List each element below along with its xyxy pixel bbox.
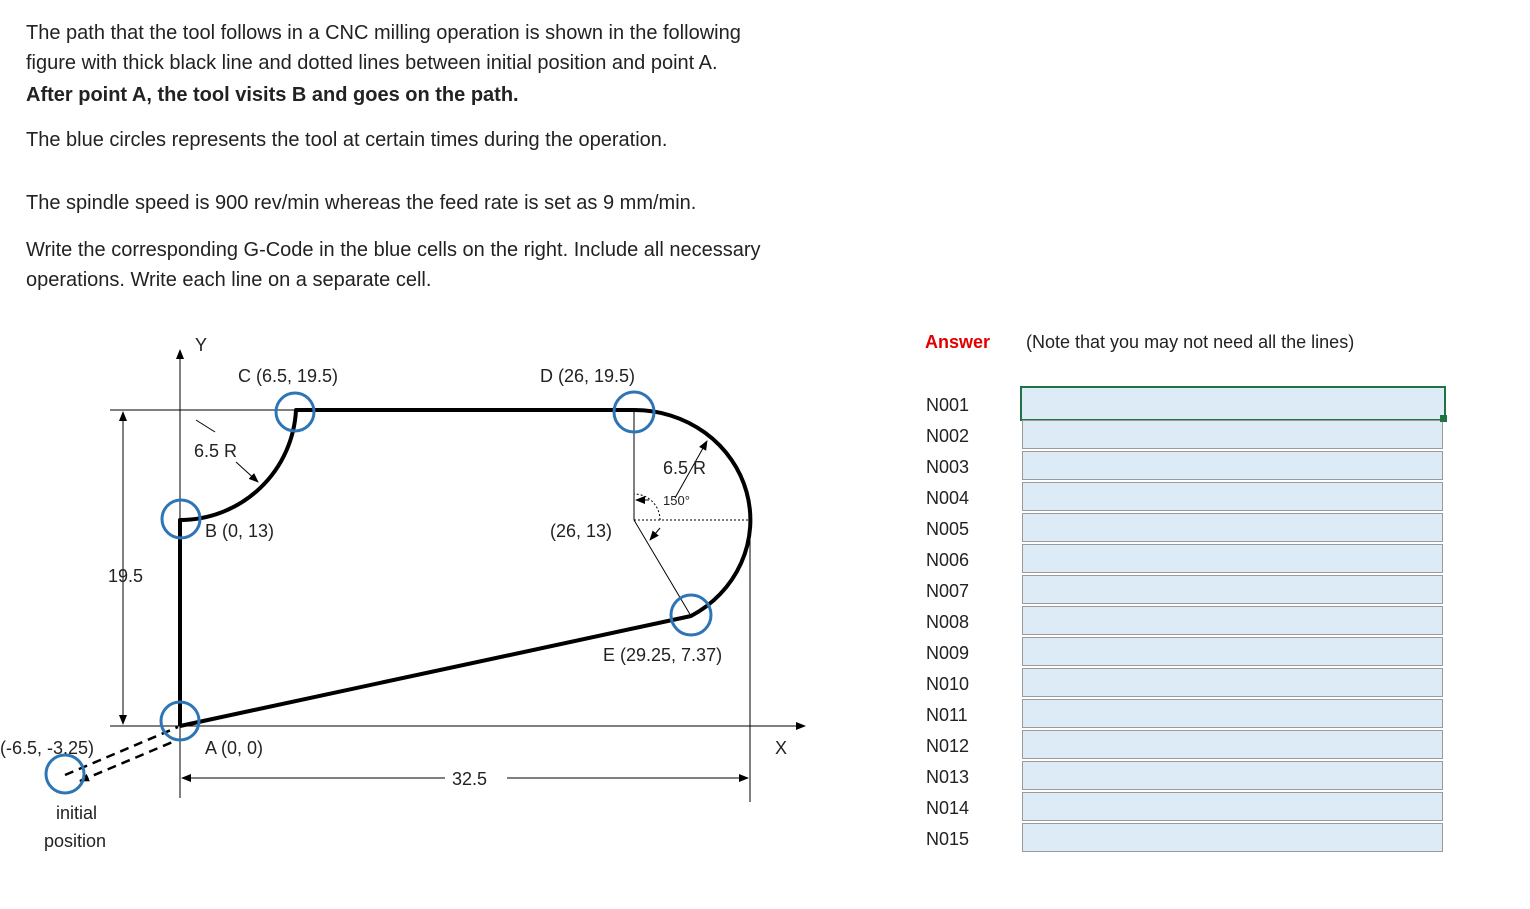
- radius-right-label: 6.5 R: [663, 458, 707, 478]
- angle-label: 150°: [663, 493, 690, 508]
- problem-line-1: The path that the tool follows in a CNC milling operation is shown in the following: [26, 22, 741, 44]
- angle-arc: [634, 494, 660, 520]
- problem-line-6: Write the corresponding G-Code in the blue cells on the right. Include all necessary: [26, 239, 761, 261]
- y-axis-label: Y: [195, 335, 208, 355]
- answer-cell-n002[interactable]: [1022, 420, 1443, 449]
- problem-line-2: figure with thick black line and dotted lines between initial position and point A.: [26, 52, 718, 74]
- answer-cell-n004[interactable]: [1022, 482, 1443, 511]
- row-label-n008: N008: [926, 612, 970, 632]
- answer-cell-n015[interactable]: [1022, 823, 1443, 852]
- answer-cell-n010[interactable]: [1022, 668, 1443, 697]
- row-label-n007: N007: [926, 581, 970, 601]
- cell-fill-handle[interactable]: [1440, 415, 1447, 422]
- row-label-n001: N001: [926, 395, 970, 415]
- row-label-n010: N010: [926, 674, 970, 694]
- problem-line-3: After point A, the tool visits B and goes on the path.: [26, 84, 519, 106]
- answer-cell-n008[interactable]: [1022, 606, 1443, 635]
- problem-line-4: The blue circles represents the tool at certain times during the operation.: [26, 129, 668, 151]
- answer-cell-n001[interactable]: [1020, 386, 1446, 421]
- row-label-n004: N004: [926, 488, 970, 508]
- initial-position-label-line2: position: [44, 831, 107, 851]
- row-label-n006: N006: [926, 550, 970, 570]
- answer-cell-n009[interactable]: [1022, 637, 1443, 666]
- radius-left-label: 6.5 R: [194, 441, 238, 461]
- row-label-n012: N012: [926, 736, 970, 756]
- angle-arrow-bottom: [650, 528, 660, 540]
- rapid-move-dashed-arrow: [80, 741, 175, 781]
- row-label-n003: N003: [926, 457, 970, 477]
- radius-line-e: [634, 520, 691, 616]
- problem-line-5: The spindle speed is 900 rev/min whereas the feed rate is set as 9 mm/min.: [26, 192, 697, 214]
- answer-note: (Note that you may not need all the lines): [1026, 332, 1355, 352]
- row-label-n015: N015: [926, 829, 970, 849]
- answer-cell-n014[interactable]: [1022, 792, 1443, 821]
- row-label-n009: N009: [926, 643, 970, 663]
- point-e-label: E (29.25, 7.37): [603, 645, 723, 665]
- answer-cell-n007[interactable]: [1022, 575, 1443, 604]
- center-point-label: (26, 13): [550, 521, 613, 541]
- x-axis-label: X: [775, 738, 788, 758]
- answer-cell-n006[interactable]: [1022, 544, 1443, 573]
- row-label-n002: N002: [926, 426, 970, 446]
- row-label-n014: N014: [926, 798, 970, 818]
- point-a-label: A (0, 0): [205, 738, 264, 758]
- initial-point-label: (-6.5, -3.25): [0, 738, 95, 758]
- problem-line-7: operations. Write each line on a separate cell.: [26, 269, 432, 291]
- answer-cell-n005[interactable]: [1022, 513, 1443, 542]
- height-dimension-label: 19.5: [108, 566, 144, 586]
- radius-left-arrow: [236, 462, 258, 482]
- answer-label: Answer: [925, 332, 991, 352]
- radius-left-leader: [196, 420, 215, 432]
- answer-cell-n003[interactable]: [1022, 451, 1443, 480]
- width-dimension-label: 32.5: [452, 769, 488, 789]
- answer-cell-n013[interactable]: [1022, 761, 1443, 790]
- initial-position-label-line1: initial: [56, 803, 98, 823]
- point-d-label: D (26, 19.5): [540, 366, 636, 386]
- answer-cell-n011[interactable]: [1022, 699, 1443, 728]
- point-c-label: C (6.5, 19.5): [238, 366, 339, 386]
- toolpath-diagram: [0, 320, 880, 880]
- row-label-n011: N011: [926, 705, 968, 725]
- row-label-n005: N005: [926, 519, 970, 539]
- row-label-n013: N013: [926, 767, 970, 787]
- answer-cell-n012[interactable]: [1022, 730, 1443, 759]
- point-b-label: B (0, 13): [205, 521, 275, 541]
